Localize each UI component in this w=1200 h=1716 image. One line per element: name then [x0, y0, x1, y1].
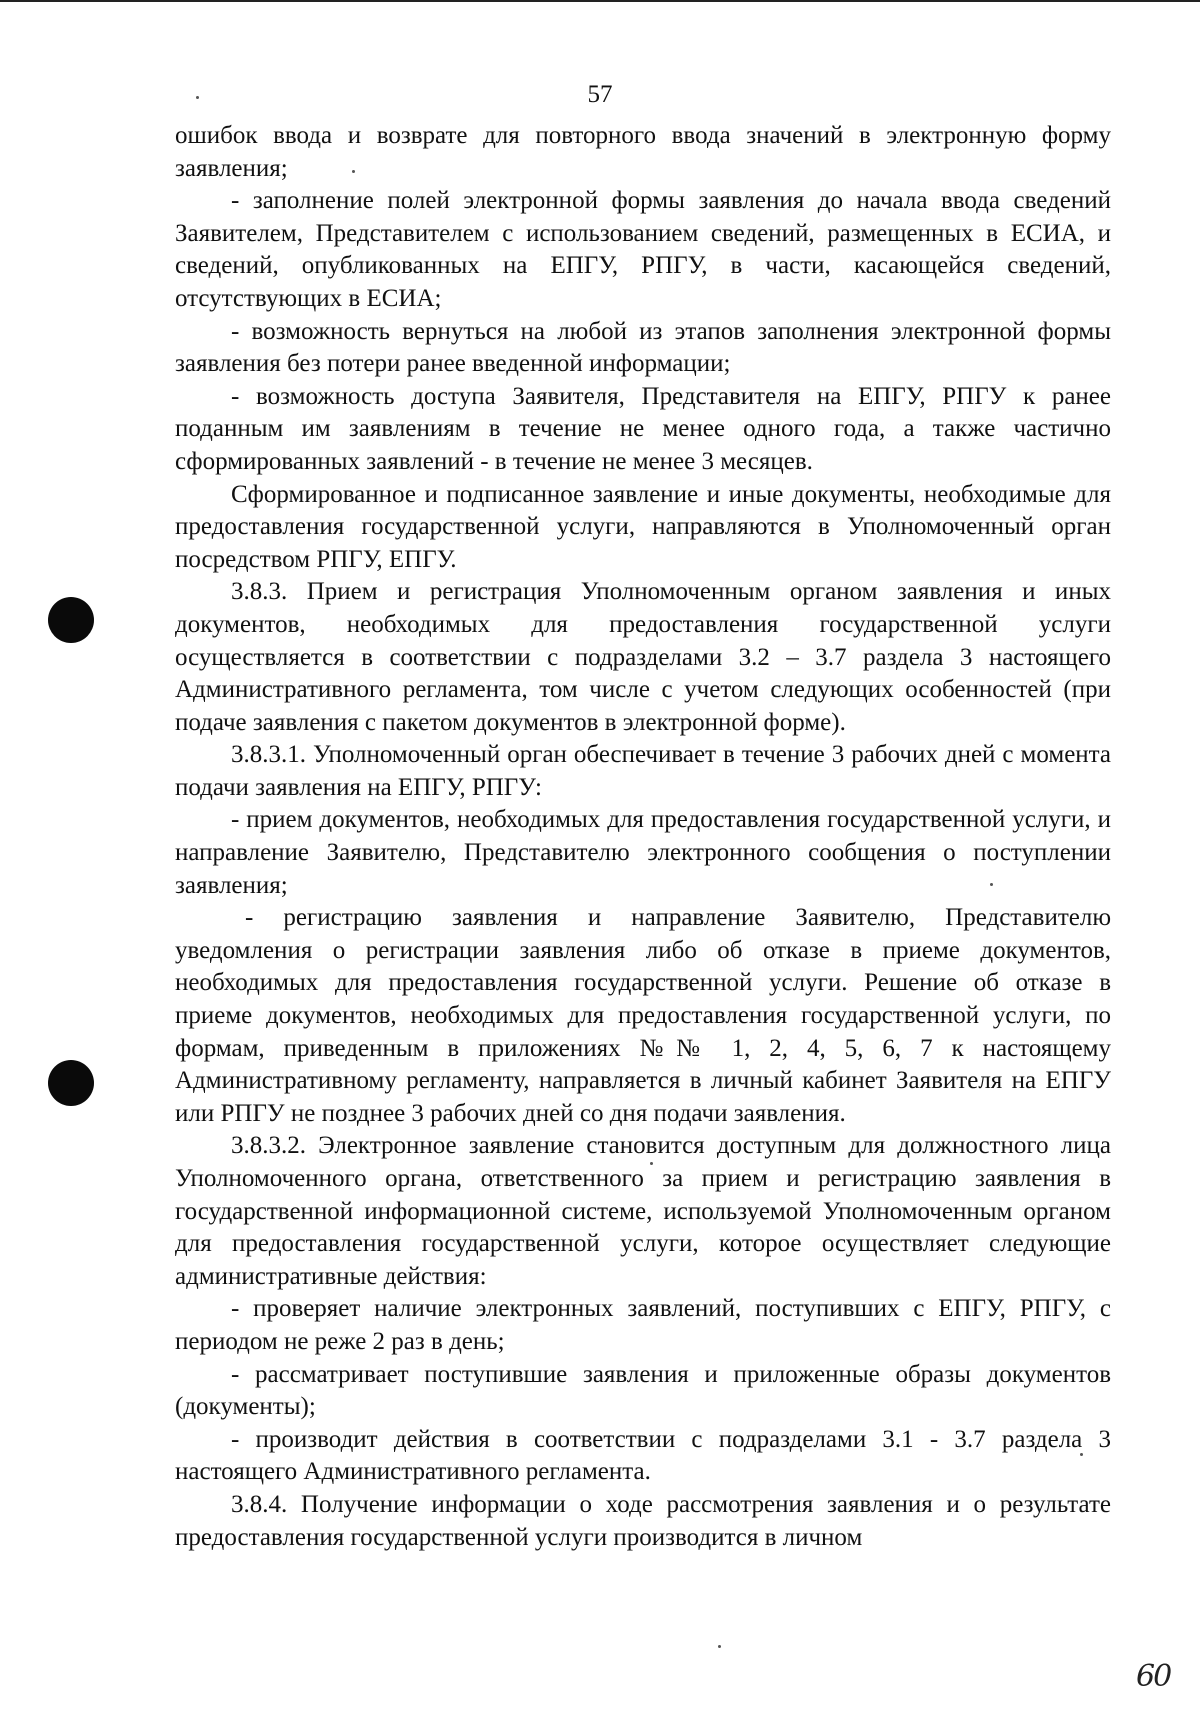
- list-item-perform-actions: - производит действия в соответствии с подразделами 3.1 - 3.7 раздела 3 настоящего Административного регламента.: [175, 1425, 1111, 1486]
- scan-speck: [650, 1162, 653, 1165]
- paragraph-3-8-3-1: 3.8.3.1. Уполномоченный орган обеспечивает в течение 3 рабочих дней с момента подачи заявления на ЕПГУ, РПГУ:: [175, 741, 1111, 801]
- page-number: 57: [587, 81, 613, 108]
- scan-speck: [196, 96, 199, 99]
- list-item-review-applications: - рассматривает поступившие заявления и приложенные образы документов (документы);: [175, 1360, 1111, 1421]
- scan-speck: [990, 883, 993, 886]
- handwritten-page-note: 60: [1136, 1659, 1171, 1694]
- list-item-check-applications: - проверяет наличие электронных заявлений, поступивших с ЕПГУ, РПГУ, с периодом не реже 2 раз в день;: [175, 1295, 1111, 1355]
- list-item-receive-documents: - прием документов, необходимых для предоставления государственной услуги, и направление Заявителю, Представителю электронного сообщения о поступлении заявления;: [175, 806, 1111, 899]
- paragraph-3-8-3-2: 3.8.3.2. Электронное заявление становится доступным для должностного лица Уполномоченного органа, ответственного за прием и регистрацию заявления в государственной информационной системе, используемой Уполномоченным органом для предоставления государственной услуги, которое осуществляет следующие административные действия:: [175, 1132, 1111, 1290]
- paragraph-3-8-4: 3.8.4. Получение информации о ходе рассмотрения заявления и о результате предоставления государственной услуги производится в личном: [175, 1490, 1111, 1551]
- paragraph-3-8-3: 3.8.3. Прием и регистрация Уполномоченным органом заявления и иных документов, необходимых для предоставления государственной услуги осуществляется в соответствии с подразделами 3.2 – 3.7 раздела 3 настоящего Административного регламента, том числе с учетом следующих особенностей (при подаче заявления с пакетом документов в электронной форме).: [175, 578, 1111, 736]
- top-border-line: [0, 0, 1200, 2]
- scan-speck: [352, 170, 355, 173]
- punch-hole-lower: [48, 1060, 94, 1106]
- list-item-return-to-stage: - возможность вернуться на любой из этапов заполнения электронной формы заявления без потери ранее введенной информации;: [175, 317, 1111, 378]
- list-item-access-applications: - возможность доступа Заявителя, Представителя на ЕПГУ, РПГУ к ранее поданным им заявлениям в течение не менее одного года, а также частично сформированных заявлений - в течение не менее 3 месяцев.: [175, 382, 1111, 475]
- paragraph-formed-application: Сформированное и подписанное заявление и иные документы, необходимые для предоставления государственной услуги, направляются в Уполномоченный орган посредством РПГУ, ЕПГУ.: [175, 480, 1111, 573]
- punch-hole-upper: [48, 597, 94, 643]
- scan-speck: [718, 1645, 721, 1648]
- paragraph-continuation: ошибок ввода и возврате для повторного ввода значений в электронную форму заявления;: [175, 122, 1111, 182]
- scan-speck: [1080, 1453, 1083, 1456]
- list-item-register-application: - регистрацию заявления и направление Заявителю, Представителю уведомления о регистрации заявления либо об отказе в приеме документов, необходимых для предоставления государственной услуги. Решение об отказе в приеме документов, необходимых для предоставления государственной услуги, по формам, приведенным в приложениях №№ 1, 2, 4, 5, 6, 7 к настоящему Административному регламенту, направляется в личный кабинет Заявителя на ЕПГУ или РПГУ не позднее 3 рабочих дней со дня подачи заявления.: [175, 904, 1111, 1127]
- list-item-fill-fields: - заполнение полей электронной формы заявления до начала ввода сведений Заявителем, Представителем с использованием сведений, размещенных в ЕСИА, и сведений, опубликованных на ЕПГУ, РПГУ, в части, касающейся сведений, отсутствующих в ЕСИА;: [175, 187, 1111, 312]
- document-body: [175, 120, 1111, 1554]
